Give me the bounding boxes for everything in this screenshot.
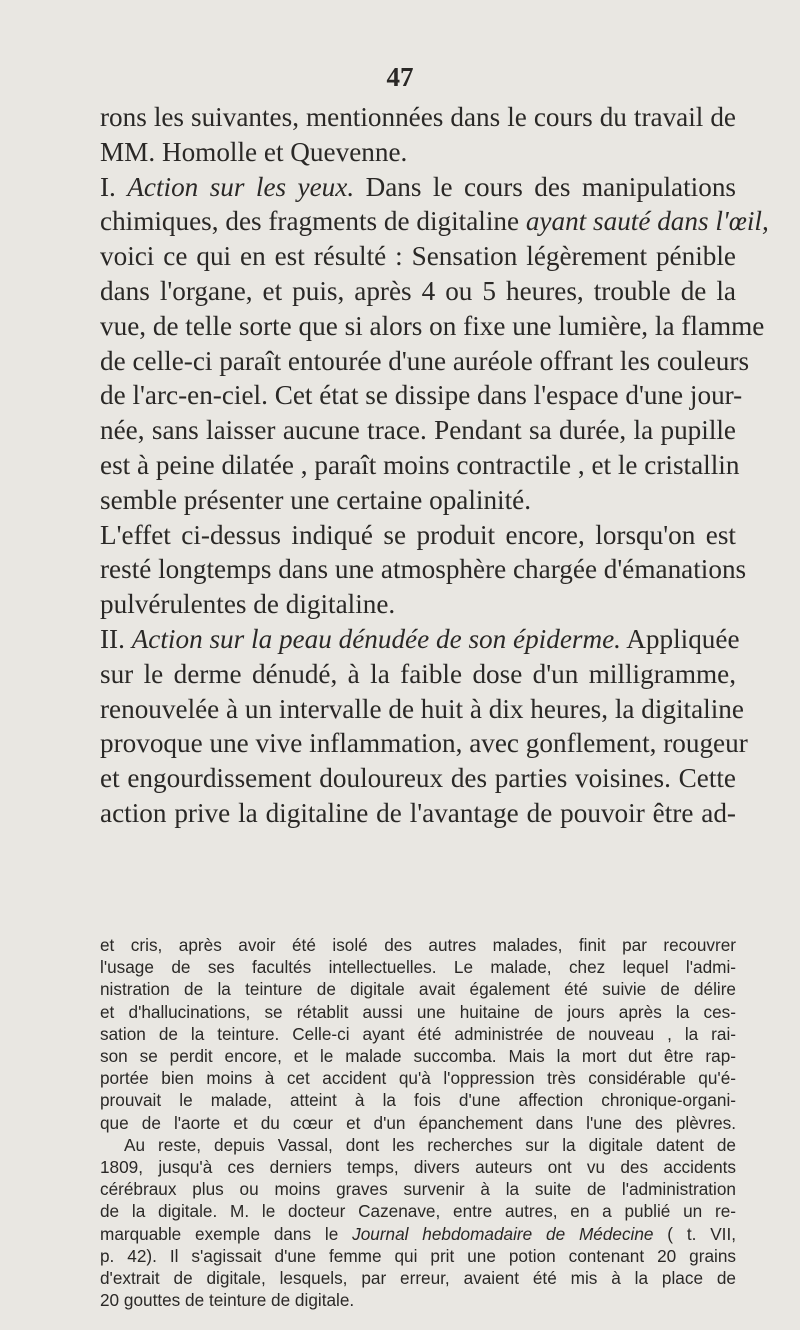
footnote-line: cérébraux plus ou moins graves survenir à la suite de l'administration xyxy=(100,1179,736,1200)
text-line: dans l'organe, et puis, après 4 ou 5 heures, trouble de la xyxy=(100,275,736,306)
text-line: est à peine dilatée , paraît moins contractile , et le cristallin xyxy=(100,449,740,480)
footnote-line xyxy=(100,1223,736,1245)
footnote-line: Au reste, depuis Vassal, dont les recherches sur la digitale datent de xyxy=(124,1134,736,1155)
text-line: née, sans laisser aucune trace. Pendant sa durée, la pupille xyxy=(100,415,736,446)
text-run: ( t. VII, xyxy=(653,1223,736,1244)
footnote-line: d'extrait de digitale, lesquels, par erreur, avaient été mis à la place de xyxy=(100,1268,736,1289)
footnote-line: et cris, après avoir été isolé des autres malades, finit par recouvrer xyxy=(100,935,736,955)
page-number: 47 xyxy=(386,62,414,92)
footnote-text xyxy=(100,934,736,1311)
text-line: action prive la digitaline de l'avantage de pouvoir être ad- xyxy=(100,797,736,828)
footnote-line: prouvait le malade, atteint à la fois d'une affection chronique-organi- xyxy=(100,1090,736,1111)
text-line: resté longtemps dans une atmosphère chargée d'émanations xyxy=(100,554,747,585)
italic-phrase: Action sur la peau dénudée de son épiderme. xyxy=(131,623,621,654)
italic-phrase: ayant sauté dans l'œil, xyxy=(525,206,769,237)
footnote-line: 1809, jusqu'à ces derniers temps, divers auteurs ont vu des accidents xyxy=(100,1157,736,1178)
text-line: de l'arc-en-ciel. Cet état se dissipe dans l'espace d'une jour- xyxy=(100,380,743,411)
text-line: et engourdissement douloureux des parties voisines. Cette xyxy=(100,763,736,794)
footnote-line: que de l'aorte et du cœur et d'un épanchement dans l'une des plèvres. xyxy=(100,1112,736,1133)
text-line: L'effet ci-dessus indiqué se produit encore, lorsqu'on est xyxy=(100,519,736,550)
text-run: Appliquée xyxy=(620,623,740,654)
text-run: II. xyxy=(100,623,132,654)
text-line: de celle-ci paraît entourée d'une auréole offrant les couleurs xyxy=(100,345,750,376)
text-run: I. xyxy=(100,171,128,202)
text-line: semble présenter une certaine opalinité. xyxy=(100,484,532,515)
text-line: pulvérulentes de digitaline. xyxy=(100,589,396,620)
text-line xyxy=(100,622,740,657)
footnote-line: son se perdit encore, et le malade succomba. Mais la mort dut être rap- xyxy=(100,1046,736,1067)
text-line: MM. Homolle et Quevenne. xyxy=(100,136,408,167)
footnote-line: 20 gouttes de teinture de digitale. xyxy=(100,1290,355,1311)
main-text xyxy=(100,100,769,831)
footnote-line: nistration de la teinture de digitale avait également été suivie de délire xyxy=(100,979,736,1000)
italic-phrase: Journal hebdomadaire de Médecine xyxy=(352,1223,654,1244)
text-run: chimiques, des fragments de digitaline xyxy=(100,206,526,237)
footnote-line: de la digitale. M. le docteur Cazenave, entre autres, en a publié un re- xyxy=(100,1201,736,1222)
text-line: rons les suivantes, mentionnées dans le cours du travail de xyxy=(100,102,736,132)
text-line: voici ce qui en est résulté : Sensation légèrement pénible xyxy=(100,241,736,272)
italic-phrase: Action sur les yeux. xyxy=(127,171,355,202)
text-run: marquable exemple dans le xyxy=(100,1223,353,1244)
text-line: vue, de telle sorte que si alors on fixe une lumière, la flamme xyxy=(100,310,765,341)
footnote-line: sation de la teinture. Celle-ci ayant été administrée de nouveau , la rai- xyxy=(100,1023,736,1044)
footnote-line: p. 42). Il s'agissait d'une femme qui prit une potion contenant 20 grains xyxy=(100,1245,736,1266)
text-line: provoque une vive inflammation, avec gonflement, rougeur xyxy=(100,728,748,759)
footnote-line: portée bien moins à cet accident qu'à l'oppression très considérable qu'é- xyxy=(100,1068,736,1089)
text-line: sur le derme dénudé, à la faible dose d'un milligramme, xyxy=(100,658,736,689)
footnote-line: et d'hallucinations, se rétablit aussi une huitaine de jours après la ces- xyxy=(100,1001,736,1022)
text-line xyxy=(100,170,736,205)
footnote-line: l'usage de ses facultés intellectuelles. Le malade, chez lequel l'admi- xyxy=(100,957,736,978)
text-run: Dans le cours des manipulations xyxy=(354,171,736,202)
text-line: renouvelée à un intervalle de huit à dix heures, la digitaline xyxy=(100,693,744,724)
text-line xyxy=(100,204,769,239)
